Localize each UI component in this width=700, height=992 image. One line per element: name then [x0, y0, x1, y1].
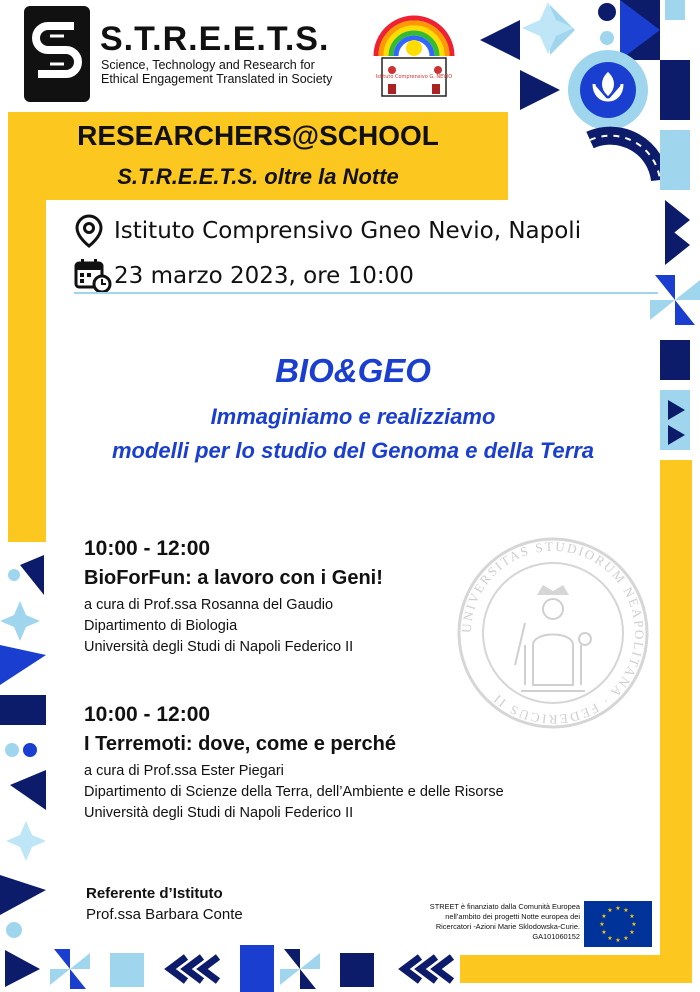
svg-text:★: ★: [601, 913, 607, 920]
program-subtitle-line-1: Immaginiamo e realizziamo: [210, 404, 496, 429]
svg-text:★: ★: [629, 913, 635, 920]
funding-grant: GA101060152: [532, 932, 580, 941]
svg-text:★: ★: [607, 935, 613, 942]
school-logo-icon: [368, 8, 460, 98]
session-department: Dipartimento di Scienze della Terra, dell’Ambiente e delle Risorse: [84, 784, 504, 800]
session-university: Università degli Studi di Napoli Federico II: [84, 805, 354, 821]
eu-flag-icon: [584, 901, 652, 947]
location-pin-icon: [74, 214, 104, 248]
program-subtitle: [46, 400, 660, 468]
session-curator: a cura di Prof.ssa Ester Piegari: [84, 763, 284, 779]
referent-label: Referente d’Istituto: [86, 885, 223, 902]
yellow-frame-bottom: [460, 955, 692, 983]
event-location-row: [74, 214, 581, 248]
svg-text:★: ★: [623, 935, 629, 942]
event-location: Istituto Comprensivo Gneo Nevio, Napoli: [114, 218, 582, 244]
svg-text:★: ★: [607, 907, 613, 914]
session-time: 10:00 - 12:00: [84, 703, 211, 726]
svg-text:★: ★: [615, 905, 621, 912]
calendar-clock-icon: [74, 258, 112, 294]
divider: [74, 292, 658, 294]
svg-text:★: ★: [601, 929, 607, 936]
svg-text:★: ★: [623, 907, 629, 914]
svg-text:★: ★: [631, 921, 637, 928]
session-1: [84, 537, 383, 658]
svg-text:★: ★: [629, 929, 635, 936]
decorative-pattern-bottom: [0, 945, 460, 992]
streets-logo-icon: [24, 6, 90, 102]
university-seal-icon: [455, 535, 651, 731]
program-subtitle-line-2: modelli per lo studio del Genoma e della Terra: [111, 438, 595, 463]
funding-line: Ricercatori -Azioni Marie Sklodowska-Curie.: [435, 922, 580, 931]
banner-title: RESEARCHERS@SCHOOL: [77, 120, 439, 151]
svg-text:★: ★: [599, 921, 605, 928]
session-university: Università degli Studi di Napoli Federico II: [84, 639, 354, 655]
funding-line: STREET è finanziato dalla Comunità Europea: [429, 902, 580, 911]
banner-subtitle: S.T.R.E.E.T.S. oltre la Notte: [117, 164, 399, 189]
school-logo-text: Istituto Comprensivo G. NEVIO: [375, 74, 453, 80]
school-referent: [86, 885, 243, 923]
funding-line: nell’ambito dei progetti Notte europea dei: [445, 912, 580, 921]
session-title: BioForFun: a lavoro con i Geni!: [84, 567, 383, 589]
session-curator: a cura di Prof.ssa Rosanna del Gaudio: [84, 597, 334, 613]
brand-tagline: Science, Technology and Research for Ethical Engagement Translated in Society: [101, 58, 333, 86]
funding-notice: [400, 902, 580, 942]
svg-text:★: ★: [615, 937, 621, 944]
svg-text:UNIVERSITAS STUDIORUM NEAPOLIT: UNIVERSITAS STUDIORUM NEAPOLITANA · FEDERICUS II: [458, 538, 648, 728]
event-datetime-row: [74, 258, 414, 294]
referent-name: Prof.ssa Barbara Conte: [86, 906, 243, 923]
session-department: Dipartimento di Biologia: [84, 618, 238, 634]
yellow-frame-right: [660, 460, 692, 960]
session-2: [84, 703, 504, 824]
session-title: I Terremoti: dove, come e perché: [84, 733, 396, 755]
program-title: BIO&GEO: [275, 352, 431, 389]
brand-name: S.T.R.E.E.T.S.: [100, 20, 330, 58]
event-datetime: 23 marzo 2023, ore 10:00: [114, 263, 414, 289]
decorative-pattern-left: [0, 545, 46, 945]
session-time: 10:00 - 12:00: [84, 537, 211, 560]
